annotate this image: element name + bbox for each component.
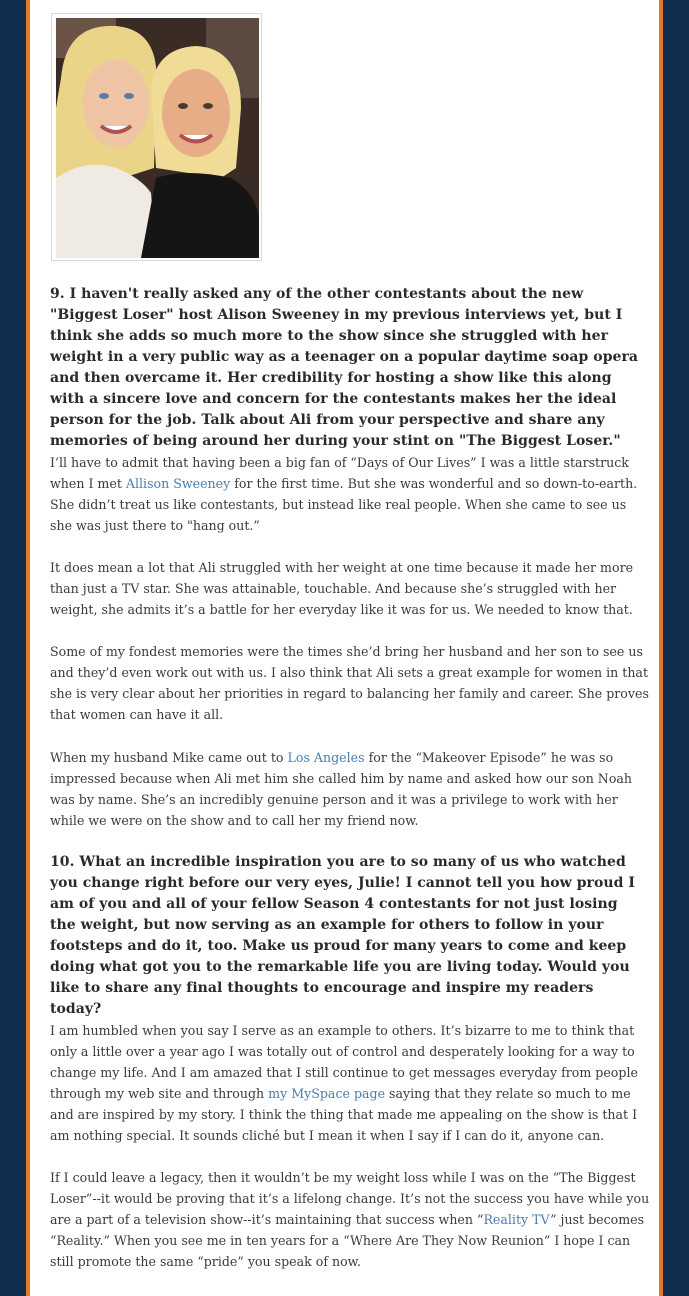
text-span: If I could leave a legacy, then it wouldn’t be my weight loss while I was on the “The Biggest Loser”--it would be proving that it’s a lifelong change. It’s not the success you have while you are a part of a television show--it’s maintaining that success when “ bbox=[50, 1170, 650, 1227]
text-span: saying that they relate so much to me and are inspired by my story. I think the thing that made me appealing on the show is that I am nothing special. It sounds cliché but I mean it when I say if I can do it, anyone can. bbox=[50, 1086, 638, 1143]
answer-9-paragraph-4 bbox=[50, 747, 652, 831]
answer-9-paragraph-2: It does mean a lot that Ali struggled with her weight at one time because it made her more than just a TV star. She was attainable, touchable. And because she’s struggled with her weight, she admits it’s a battle for her everyday like it was for us. We needed to know that. bbox=[50, 560, 634, 617]
answer-10-paragraph-2 bbox=[50, 1167, 652, 1272]
answer-10-paragraph-1 bbox=[50, 1020, 652, 1146]
link-allison-sweeney[interactable]: Allison Sweeney bbox=[125, 476, 231, 491]
text-span: for the first time. But she was wonderful and so down-to-earth. She didn’t treat us like contestants, but instead like real people. When she came to see us she was just there to "hang out.” bbox=[50, 476, 638, 533]
photo-image bbox=[56, 18, 259, 258]
question-9: 9. I haven't really asked any of the other contestants about the new "Biggest Loser" host Alison Sweeney in my previous interviews yet, but I think she adds so much more to the show since she struggled with her weight in a very public way as a teenager on a popular daytime soap opera and then overcame it. Her credibility for hosting a show like this along with a sincere love and concern for the contestants makes her the ideal person for the job. Talk about Ali from your perspective and share any memories of being around her during your stint on "The Biggest Loser." bbox=[50, 286, 639, 449]
answer-9-paragraph-3: Some of my fondest memories were the times she’d bring her husband and her son to see us and they’d even work out with us. I also think that Ali sets a great example for women in that she is very clear about her priorities in regard to balancing her family and career. She proves that women can have it all. bbox=[50, 644, 649, 722]
link-myspace-page[interactable]: my MySpace page bbox=[268, 1086, 386, 1101]
text-span: ” just becomes “Reality.” When you see me in ten years for a “Where Are They Now Reunion” I hope I can still promote the same “pride” you speak of now. bbox=[50, 1212, 645, 1269]
link-los-angeles[interactable]: Los Angeles bbox=[287, 750, 365, 765]
question-10: 10. What an incredible inspiration you are to so many of us who watched you change right before our very eyes, Julie! I cannot tell you how proud I am of you and all of your fellow Season 4 contestants for not just losing the weight, but now serving as an example for others to follow in your footsteps and do it, too. Make us proud for many years to come and keep doing what got you to the remarkable life you are living today. Would you like to share any final thoughts to encourage and inspire my readers today? bbox=[50, 854, 635, 1017]
text-span: I’ll have to admit that having been a big fan of “Days of Our Lives” I was a little starstruck when I met bbox=[50, 455, 629, 491]
text-span: When my husband Mike came out to bbox=[50, 750, 288, 765]
article-photo bbox=[51, 13, 262, 261]
link-reality-tv[interactable]: Reality TV bbox=[483, 1212, 551, 1227]
answer-9-paragraph-1 bbox=[50, 452, 652, 536]
text-span: for the “Makeover Episode” he was so impressed because when Ali met him she called him by name and asked how our son Noah was by name. She’s an incredibly genuine person and it was a privilege to work with her while we were on the show and to call her my friend now. bbox=[50, 750, 633, 828]
text-span: I am humbled when you say I serve as an example to others. It’s bizarre to me to think that only a little over a year ago I was totally out of control and desperately looking for a way to change my life. And I am amazed that I still continue to get messages everyday from people through my web site and through bbox=[50, 1023, 638, 1101]
